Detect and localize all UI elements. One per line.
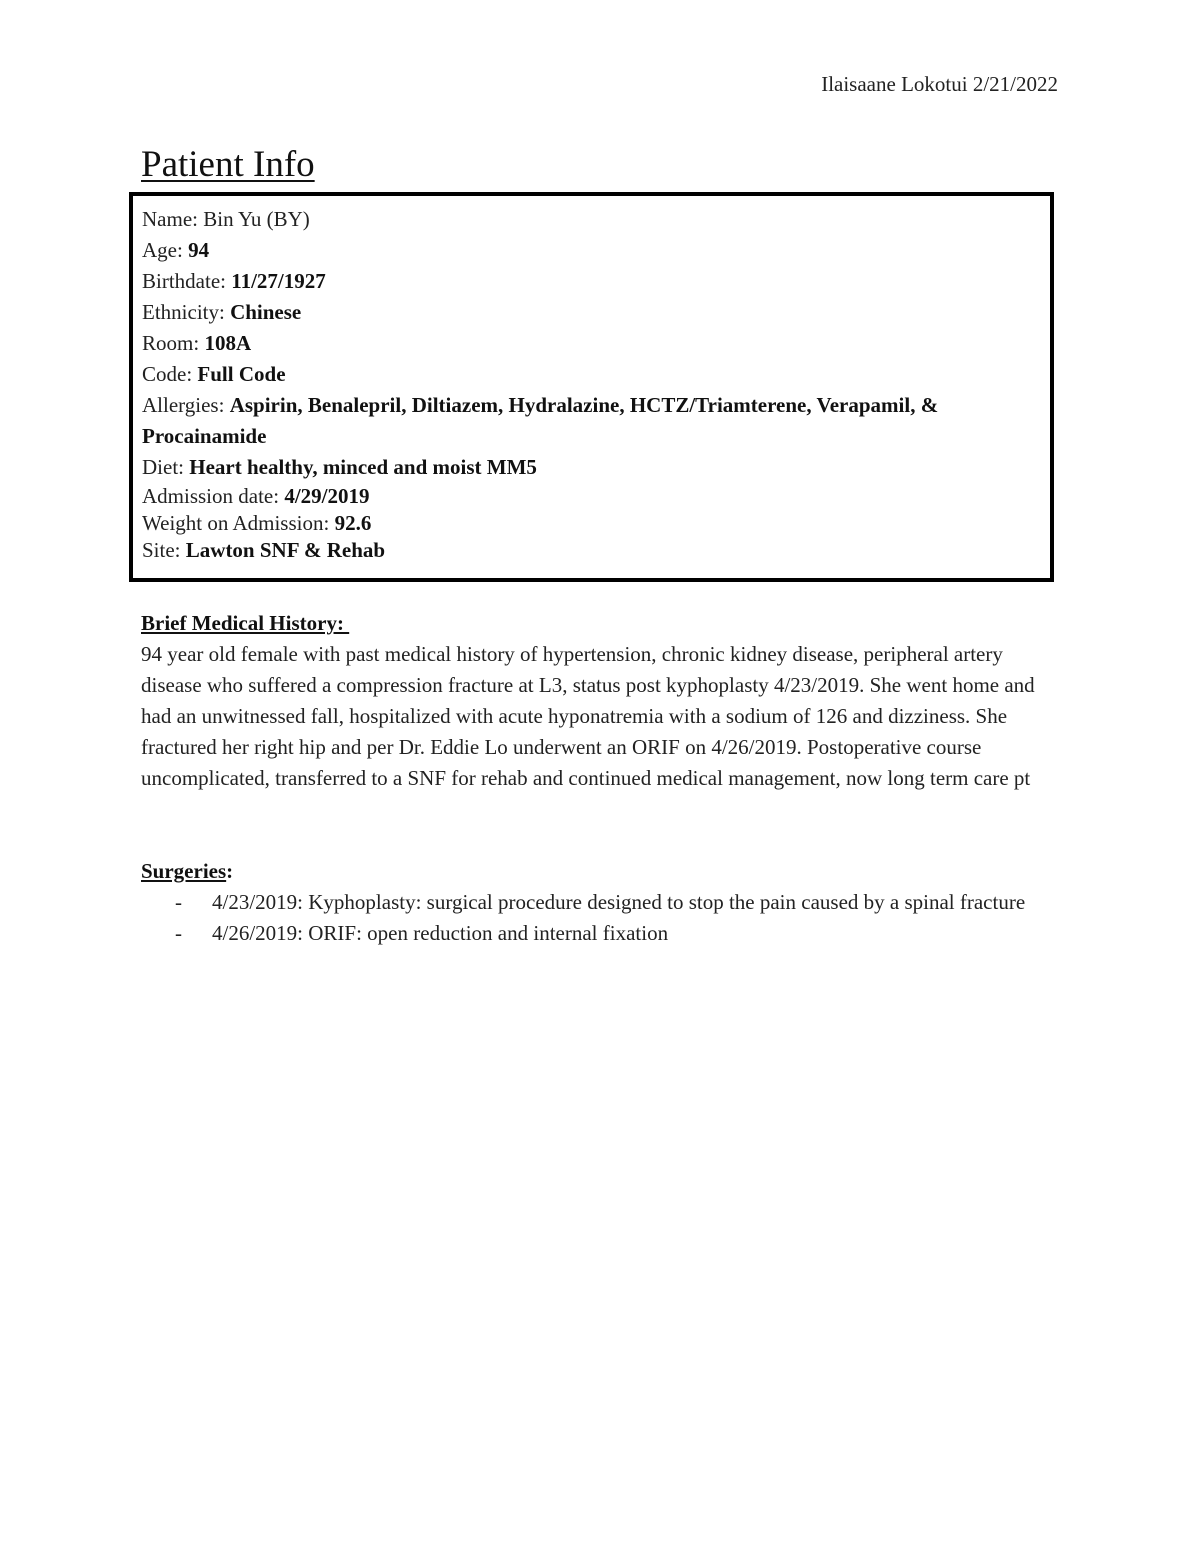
patient-info-box xyxy=(129,192,1054,582)
name-value: Bin Yu (BY) xyxy=(203,207,310,231)
diet-label: Diet: xyxy=(142,455,190,479)
birthdate-label: Birthdate: xyxy=(142,269,232,293)
weight-label: Weight on Admission: xyxy=(142,511,335,535)
page-title: Patient Info xyxy=(141,144,315,185)
diet-row xyxy=(142,452,1050,483)
surgery-item-text: 4/23/2019: Kyphoplasty: surgical procedure designed to stop the pain caused by a spinal fracture xyxy=(212,890,1026,914)
list-dash: - xyxy=(175,921,182,945)
ethnicity-value: Chinese xyxy=(230,300,302,324)
medical-history-section xyxy=(141,608,1061,794)
birthdate-value: 11/27/1927 xyxy=(231,269,326,293)
site-row xyxy=(142,537,1050,564)
weight-row xyxy=(142,510,1050,537)
allergies-row xyxy=(142,390,1042,452)
surgery-item xyxy=(141,887,1052,918)
room-row xyxy=(142,328,1050,359)
site-value: Lawton SNF & Rehab xyxy=(185,538,386,562)
ethnicity-label: Ethnicity: xyxy=(142,300,231,324)
surgeries-heading-line xyxy=(141,856,1061,887)
admission-label: Admission date: xyxy=(142,484,285,508)
surgery-item xyxy=(141,918,1052,949)
age-row xyxy=(142,235,1050,266)
name-row xyxy=(142,204,1050,235)
name-label: Name: xyxy=(142,207,204,231)
code-label: Code: xyxy=(142,362,198,386)
medical-history-heading: Brief Medical History: xyxy=(141,611,350,635)
age-value: 94 xyxy=(188,238,210,262)
author-date-header: Ilaisaane Lokotui 2/21/2022 xyxy=(821,72,1058,96)
allergies-value: Aspirin, Benalepril, Diltiazem, Hydralazine, HCTZ/Triamterene, Verapamil, & Procainamide xyxy=(142,393,939,448)
site-label: Site: xyxy=(142,538,186,562)
surgery-item-text: 4/26/2019: ORIF: open reduction and internal fixation xyxy=(212,921,669,945)
admission-row xyxy=(142,483,1050,510)
admission-value: 4/29/2019 xyxy=(284,484,370,508)
weight-value: 92.6 xyxy=(334,511,372,535)
allergies-label: Allergies: xyxy=(142,393,230,417)
room-value: 108A xyxy=(204,331,252,355)
code-row xyxy=(142,359,1050,390)
diet-value: Heart healthy, minced and moist MM5 xyxy=(189,455,537,479)
surgeries-heading-colon: : xyxy=(226,859,234,883)
ethnicity-row xyxy=(142,297,1050,328)
birthdate-row xyxy=(142,266,1050,297)
list-dash: - xyxy=(175,890,182,914)
surgeries-list xyxy=(141,887,1061,949)
surgeries-heading: Surgeries xyxy=(141,859,227,883)
surgeries-section xyxy=(141,856,1061,949)
medical-history-text: 94 year old female with past medical history of hypertension, chronic kidney disease, peripheral artery disease who suffered a compression fracture at L3, status post kyphoplasty 4/23/2019. She went home and had an unwitnessed fall, hospitalized with acute hyponatremia with a sodium of 126 and dizziness. She fractured her right hip and per Dr. Eddie Lo underwent an ORIF on 4/26/2019. Postoperative course uncomplicated, transferred to a SNF for rehab and continued medical management, now long term care pt xyxy=(141,642,1035,790)
room-label: Room: xyxy=(142,331,205,355)
age-label: Age: xyxy=(142,238,189,262)
code-value: Full Code xyxy=(197,362,286,386)
